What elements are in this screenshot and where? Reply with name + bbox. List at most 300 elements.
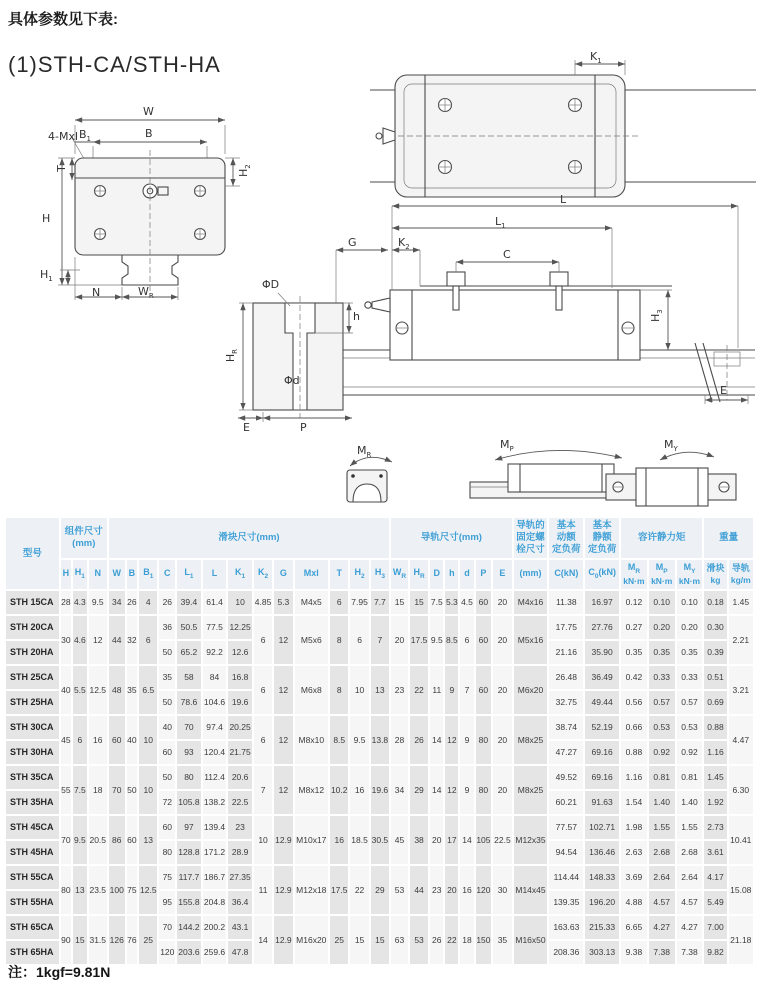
column-group-header: 基本 动额 定负荷 [549, 518, 583, 558]
dim-label-l: L [560, 193, 567, 206]
value-cell: 100 [109, 866, 125, 914]
page-title: 具体参数见下表: [8, 11, 118, 28]
value-cell: 14 [430, 766, 443, 814]
value-cell: 3.21 [729, 666, 753, 714]
value-cell: 10 [350, 666, 368, 714]
spec-table-body [6, 591, 753, 964]
column-header: 滑块 kg [704, 560, 726, 589]
column-group-header: 基本 静额 定负荷 [585, 518, 619, 558]
value-cell: 7.00 [704, 916, 726, 939]
spec-table-container [4, 516, 755, 966]
value-cell: 80 [476, 766, 492, 814]
value-cell: 2.73 [704, 816, 726, 839]
value-cell: 114.44 [549, 866, 583, 889]
spec-table [4, 516, 755, 966]
value-cell: 120 [476, 866, 492, 914]
value-cell: 15 [73, 916, 86, 964]
column-header: 导轨 kg/m [729, 560, 753, 589]
value-cell: 26 [127, 591, 137, 614]
value-cell: 10.2 [330, 766, 348, 814]
value-cell: M4x5 [295, 591, 329, 614]
value-cell: 4.5 [460, 591, 473, 614]
dim-label-h3: $H_3$ [648, 309, 664, 322]
value-cell: 171.2 [203, 841, 227, 864]
value-cell: 22.5 [493, 816, 511, 864]
value-cell: 12 [274, 766, 292, 814]
value-cell: 136.46 [585, 841, 619, 864]
value-cell: 0.57 [649, 691, 675, 714]
value-cell: 47.27 [549, 741, 583, 764]
moment-label-my: $M_Y$ [664, 438, 678, 454]
value-cell: 303.13 [585, 941, 619, 964]
value-cell: 1.92 [704, 791, 726, 814]
value-cell: 23.5 [89, 866, 107, 914]
value-cell: 2.64 [677, 866, 703, 889]
value-cell: 43.1 [228, 916, 252, 939]
value-cell: 6 [139, 616, 157, 664]
table-row [6, 591, 753, 614]
value-cell: 0.27 [621, 616, 647, 639]
model-cell: STH 55HA [6, 891, 59, 914]
value-cell: 208.36 [549, 941, 583, 964]
dim-label-h: H [42, 212, 51, 225]
value-cell: 49.44 [585, 691, 619, 714]
value-cell: 97.4 [203, 716, 227, 739]
value-cell: 60 [109, 716, 125, 764]
value-cell: 44 [410, 866, 428, 914]
value-cell: 30.5 [371, 816, 389, 864]
value-cell: 0.30 [704, 616, 726, 639]
value-cell: 10 [254, 816, 272, 864]
value-cell: 9.5 [430, 616, 443, 664]
value-cell: 16.8 [228, 666, 252, 689]
value-cell: 32 [127, 616, 137, 664]
column-group-header: 型号 [6, 518, 59, 589]
value-cell: 80 [159, 841, 175, 864]
value-cell: 6 [330, 591, 348, 614]
value-cell: 21.18 [729, 916, 753, 964]
value-cell: 139.35 [549, 891, 583, 914]
technical-drawings [0, 50, 759, 515]
value-cell: 2.63 [621, 841, 647, 864]
value-cell: 58 [177, 666, 201, 689]
value-cell: 14 [254, 916, 272, 964]
value-cell: 40 [159, 716, 175, 739]
value-cell: 204.8 [203, 891, 227, 914]
moment-mr-diagram [347, 457, 392, 502]
value-cell: 0.35 [649, 641, 675, 664]
value-cell: 27.35 [228, 866, 252, 889]
value-cell: 16 [89, 716, 107, 764]
value-cell: 4.85 [254, 591, 272, 614]
value-cell: 2.68 [677, 841, 703, 864]
value-cell: 11 [254, 866, 272, 914]
dim-label-b1: $B_1$ [79, 128, 92, 144]
value-cell: 6.65 [621, 916, 647, 939]
value-cell: 20 [391, 616, 408, 664]
value-cell: 200.2 [203, 916, 227, 939]
value-cell: 12 [274, 716, 292, 764]
value-cell: 26 [410, 716, 428, 764]
column-header: h [445, 560, 458, 589]
value-cell: 70 [177, 716, 201, 739]
value-cell: 50 [127, 766, 137, 814]
value-cell: 77.5 [203, 616, 227, 639]
column-header: d [460, 560, 473, 589]
value-cell: 203.6 [177, 941, 201, 964]
value-cell: 15.08 [729, 866, 753, 914]
column-header: E [493, 560, 511, 589]
value-cell: 8 [330, 616, 348, 664]
value-cell: 0.92 [677, 741, 703, 764]
value-cell: 75 [127, 866, 137, 914]
value-cell: 10 [139, 766, 157, 814]
value-cell: 0.57 [677, 691, 703, 714]
column-group-header: 导轨的 固定螺 栓尺寸 [514, 518, 548, 558]
value-cell: 13 [139, 816, 157, 864]
value-cell: 19.6 [228, 691, 252, 714]
moment-label-mr: $M_R$ [357, 444, 372, 460]
value-cell: 20.5 [89, 816, 107, 864]
value-cell: 27.76 [585, 616, 619, 639]
value-cell: 38 [410, 816, 428, 864]
column-header: C(kN) [549, 560, 583, 589]
model-cell: STH 55CA [6, 866, 59, 889]
value-cell: M12x35 [514, 816, 548, 864]
value-cell: 12 [445, 716, 458, 764]
value-cell: 6 [73, 716, 86, 764]
value-cell: 20 [493, 666, 511, 714]
value-cell: 44 [109, 616, 125, 664]
column-header: $H_2$ [350, 560, 368, 589]
value-cell: 105 [476, 816, 492, 864]
dim-label-phi-d-upper: ΦD [262, 278, 280, 291]
value-cell: 259.6 [203, 941, 227, 964]
dim-label-4mxl: 4-Mxl [48, 130, 79, 143]
table-row [6, 816, 753, 839]
value-cell: 22 [445, 916, 458, 964]
value-cell: 60 [476, 616, 492, 664]
value-cell: 70 [61, 816, 71, 864]
column-header: N [89, 560, 107, 589]
dim-label-g: G [348, 236, 357, 249]
value-cell: 8.5 [330, 716, 348, 764]
value-cell: 20 [430, 816, 443, 864]
value-cell: 22.5 [228, 791, 252, 814]
value-cell: 77.57 [549, 816, 583, 839]
column-header: (mm) [514, 560, 548, 589]
value-cell: 17.75 [549, 616, 583, 639]
column-group-header: 组件尺寸 (mm) [61, 518, 107, 558]
value-cell: 163.63 [549, 916, 583, 939]
value-cell: 6.30 [729, 766, 753, 814]
value-cell: 35 [127, 666, 137, 714]
value-cell: M5x16 [514, 616, 548, 664]
value-cell: 102.71 [585, 816, 619, 839]
value-cell: 4.27 [677, 916, 703, 939]
model-cell: STH 35CA [6, 766, 59, 789]
value-cell: 60 [476, 666, 492, 714]
value-cell: 50.5 [177, 616, 201, 639]
value-cell: M8x12 [295, 766, 329, 814]
value-cell: 25 [139, 916, 157, 964]
value-cell: 18.5 [350, 816, 368, 864]
value-cell: 4.3 [73, 591, 86, 614]
value-cell: 0.51 [704, 666, 726, 689]
value-cell: 17 [445, 816, 458, 864]
value-cell: 186.7 [203, 866, 227, 889]
value-cell: 34 [391, 766, 408, 814]
dim-label-h1: $H_1$ [40, 268, 53, 284]
value-cell: 2.21 [729, 616, 753, 664]
value-cell: 48 [109, 666, 125, 714]
value-cell: 17.5 [330, 866, 348, 914]
value-cell: 12 [274, 616, 292, 664]
value-cell: 93 [177, 741, 201, 764]
value-cell: 39.4 [177, 591, 201, 614]
value-cell: 94.54 [549, 841, 583, 864]
value-cell: 6 [350, 616, 368, 664]
value-cell: 2.68 [649, 841, 675, 864]
dim-label-k2: $K_2$ [398, 236, 410, 252]
value-cell: 12.5 [139, 866, 157, 914]
value-cell: 28 [61, 591, 71, 614]
value-cell: 0.39 [704, 641, 726, 664]
dim-label-c: C [503, 248, 511, 261]
value-cell: 14 [460, 816, 473, 864]
dim-label-e-side: E [720, 384, 727, 397]
value-cell: 0.35 [621, 641, 647, 664]
value-cell: 20 [445, 866, 458, 914]
dim-label-h-detail: h [353, 310, 360, 323]
value-cell: 120.4 [203, 741, 227, 764]
technical-drawing-lineart [0, 50, 759, 515]
value-cell: M8x25 [514, 766, 548, 814]
value-cell: 0.33 [677, 666, 703, 689]
value-cell: 128.8 [177, 841, 201, 864]
value-cell: 6 [460, 616, 473, 664]
value-cell: 26 [159, 591, 175, 614]
column-group-header: 滑块尺寸(mm) [109, 518, 389, 558]
table-row [6, 766, 753, 789]
value-cell: M16x50 [514, 916, 548, 964]
value-cell: 0.53 [649, 716, 675, 739]
model-cell: STH 25CA [6, 666, 59, 689]
column-header: $L_1$ [177, 560, 201, 589]
value-cell: 30 [493, 866, 511, 914]
value-cell: M14x45 [514, 866, 548, 914]
column-header: $M_P$ kN·m [649, 560, 675, 589]
value-cell: 22 [410, 666, 428, 714]
value-cell: 15 [410, 591, 428, 614]
value-cell: 1.54 [621, 791, 647, 814]
value-cell: M6x20 [514, 666, 548, 714]
value-cell: 4.88 [621, 891, 647, 914]
value-cell: 0.88 [621, 741, 647, 764]
value-cell: 9.5 [350, 716, 368, 764]
value-cell: 1.55 [649, 816, 675, 839]
value-cell: 126 [109, 916, 125, 964]
value-cell: M5x6 [295, 616, 329, 664]
value-cell: 0.12 [621, 591, 647, 614]
value-cell: 0.66 [621, 716, 647, 739]
value-cell: 45 [61, 716, 71, 764]
value-cell: 20 [493, 716, 511, 764]
value-cell: 95 [159, 891, 175, 914]
value-cell: 5.49 [704, 891, 726, 914]
model-cell: STH 20CA [6, 616, 59, 639]
value-cell: 7.5 [430, 591, 443, 614]
value-cell: 38.74 [549, 716, 583, 739]
value-cell: 7 [254, 766, 272, 814]
value-cell: 215.33 [585, 916, 619, 939]
value-cell: M12x18 [295, 866, 329, 914]
value-cell: 1.45 [704, 766, 726, 789]
value-cell: 7 [460, 666, 473, 714]
value-cell: 20 [493, 591, 511, 614]
value-cell: 20 [493, 766, 511, 814]
value-cell: 53 [410, 916, 428, 964]
value-cell: 0.18 [704, 591, 726, 614]
value-cell: 0.69 [704, 691, 726, 714]
column-header: T [330, 560, 348, 589]
value-cell: 4.57 [677, 891, 703, 914]
value-cell: 6 [254, 616, 272, 664]
value-cell: 0.33 [649, 666, 675, 689]
value-cell: 0.20 [649, 616, 675, 639]
value-cell: 21.75 [228, 741, 252, 764]
value-cell: 105.8 [177, 791, 201, 814]
value-cell: 16 [460, 866, 473, 914]
table-row [6, 666, 753, 689]
value-cell: 9.38 [621, 941, 647, 964]
value-cell: 18 [89, 766, 107, 814]
value-cell: 15 [391, 591, 408, 614]
value-cell: M6x8 [295, 666, 329, 714]
value-cell: 1.55 [677, 816, 703, 839]
column-group-header: 重量 [704, 518, 753, 558]
value-cell: 0.88 [704, 716, 726, 739]
value-cell: 23 [391, 666, 408, 714]
value-cell: 49.52 [549, 766, 583, 789]
dim-label-n: N [92, 286, 101, 299]
value-cell: 4.17 [704, 866, 726, 889]
value-cell: 0.35 [677, 641, 703, 664]
value-cell: 15 [350, 916, 368, 964]
value-cell: 69.16 [585, 766, 619, 789]
column-header: W [109, 560, 125, 589]
value-cell: 26.48 [549, 666, 583, 689]
value-cell: 3.69 [621, 866, 647, 889]
value-cell: 2.64 [649, 866, 675, 889]
value-cell: 5.5 [73, 666, 86, 714]
value-cell: 6 [254, 716, 272, 764]
column-header: $H_1$ [73, 560, 86, 589]
value-cell: 0.10 [677, 591, 703, 614]
column-header: H [61, 560, 71, 589]
value-cell: 60 [476, 591, 492, 614]
dim-label-w: W [143, 105, 154, 118]
model-cell: STH 65HA [6, 941, 59, 964]
dim-label-phi-d-lower: Φd [284, 374, 300, 387]
value-cell: 21.16 [549, 641, 583, 664]
value-cell: 0.81 [649, 766, 675, 789]
dim-label-wr: $W_R$ [138, 285, 154, 301]
column-header: $H_R$ [410, 560, 428, 589]
model-cell: STH 30CA [6, 716, 59, 739]
value-cell: 70 [109, 766, 125, 814]
model-cell: STH 25HA [6, 691, 59, 714]
value-cell: 15 [371, 916, 389, 964]
value-cell: 34 [109, 591, 125, 614]
value-cell: 29 [371, 866, 389, 914]
value-cell: 7 [371, 616, 389, 664]
value-cell: 120 [159, 941, 175, 964]
value-cell: 65.2 [177, 641, 201, 664]
value-cell: 60 [127, 816, 137, 864]
dim-label-l1: $L_1$ [495, 215, 506, 231]
value-cell: 84 [203, 666, 227, 689]
front-view-drawing [58, 120, 240, 300]
column-header: $C_0(kN)$ [585, 560, 619, 589]
value-cell: 12.5 [89, 666, 107, 714]
value-cell: 0.10 [649, 591, 675, 614]
value-cell: 36.4 [228, 891, 252, 914]
value-cell: 60 [159, 741, 175, 764]
value-cell: 9.5 [89, 591, 107, 614]
model-cell: STH 35HA [6, 791, 59, 814]
column-header: B [127, 560, 137, 589]
value-cell: 18 [460, 916, 473, 964]
column-header: $W_R$ [391, 560, 408, 589]
moment-label-mp: $M_P$ [500, 438, 514, 454]
model-cell: STH 45HA [6, 841, 59, 864]
value-cell: 10.41 [729, 816, 753, 864]
dim-label-hr: $H_R$ [223, 349, 240, 363]
value-cell: 155.8 [177, 891, 201, 914]
value-cell: 4.27 [649, 916, 675, 939]
value-cell: 61.4 [203, 591, 227, 614]
value-cell: 20.25 [228, 716, 252, 739]
value-cell: 7.38 [649, 941, 675, 964]
column-header: L [203, 560, 227, 589]
value-cell: 4 [139, 591, 157, 614]
value-cell: 91.63 [585, 791, 619, 814]
value-cell: 20.6 [228, 766, 252, 789]
value-cell: 1.16 [621, 766, 647, 789]
value-cell: 196.20 [585, 891, 619, 914]
value-cell: 6.5 [139, 666, 157, 714]
value-cell: 60.21 [549, 791, 583, 814]
value-cell: 11 [430, 666, 443, 714]
value-cell: 12 [445, 766, 458, 814]
value-cell: M16x20 [295, 916, 329, 964]
dim-label-k1: $K_1$ [590, 50, 602, 66]
table-row [6, 716, 753, 739]
value-cell: 5.3 [445, 591, 458, 614]
rail-hole-detail-drawing [238, 293, 353, 422]
value-cell: 3.61 [704, 841, 726, 864]
value-cell: 7.38 [677, 941, 703, 964]
column-header: $H_3$ [371, 560, 389, 589]
value-cell: 17.5 [410, 616, 428, 664]
value-cell: 12.9 [274, 916, 292, 964]
value-cell: 50 [159, 691, 175, 714]
model-cell: STH 65CA [6, 916, 59, 939]
top-view-drawing [370, 60, 756, 197]
value-cell: M10x17 [295, 816, 329, 864]
value-cell: 8 [330, 666, 348, 714]
